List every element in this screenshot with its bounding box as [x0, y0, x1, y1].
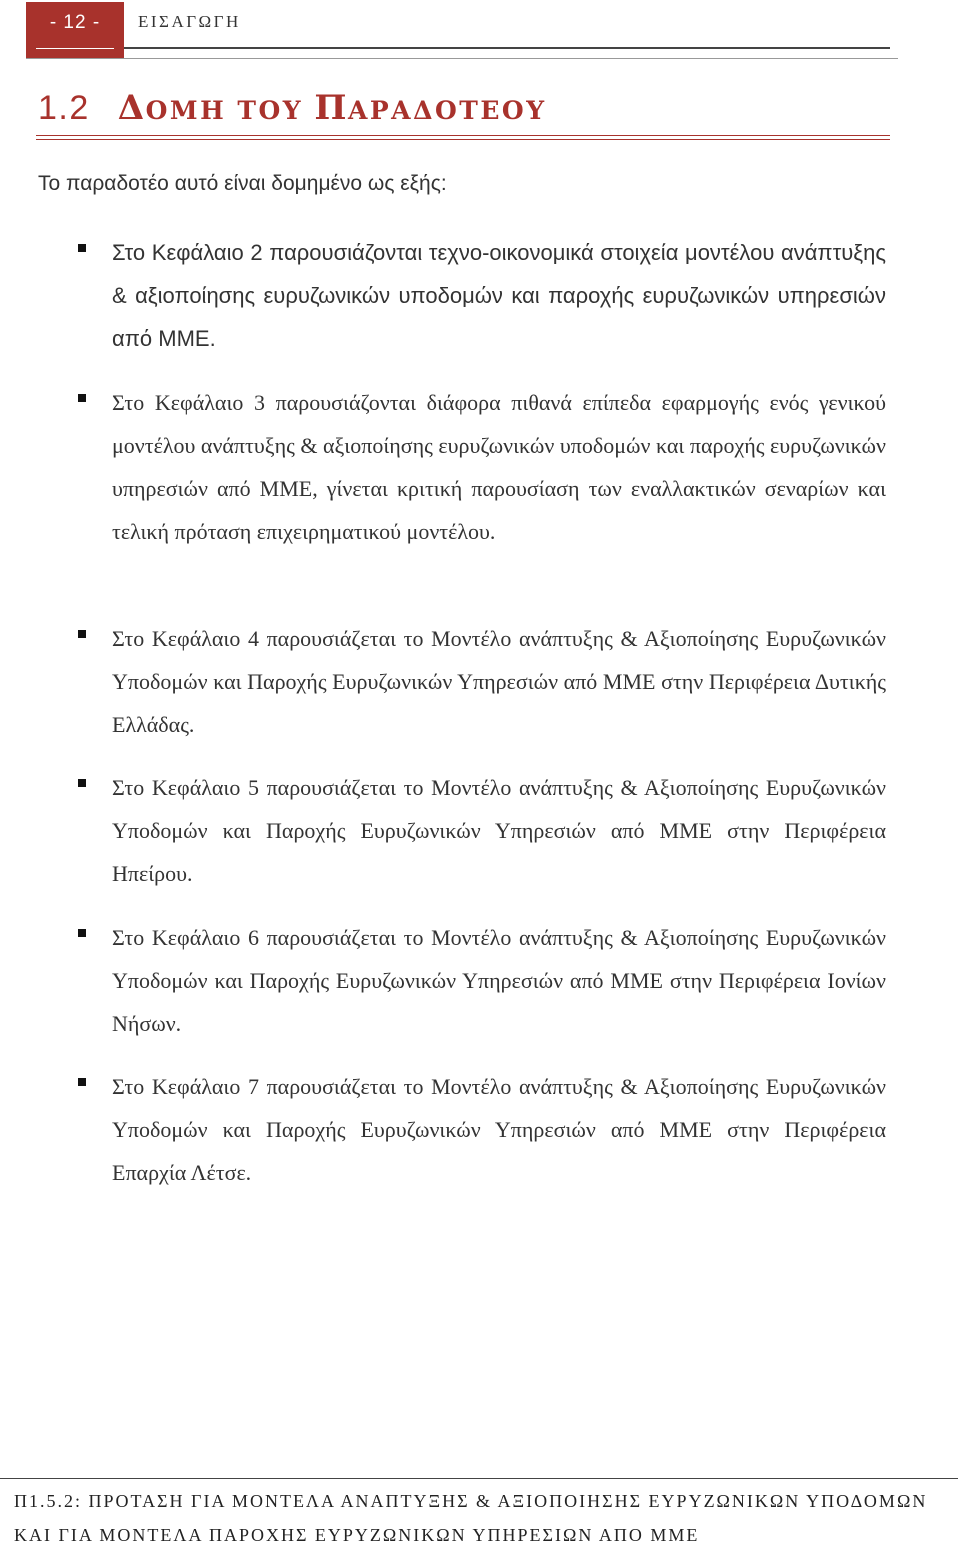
list-item-text: Στο Κεφάλαιο 3 παρουσιάζονται διάφορα πιθανά επίπεδα εφαρμογής ενός γενικού μοντέλου ανάπτυξης & αξιοποίησης ευρυζωνικών υποδομών και παροχής ευρυζωνικών υπηρεσιών από ΜΜΕ, γίνεται κριτική παρουσίαση των εναλλακτικών σεναρίων και τελική πρόταση επιχειρηματικού μοντέλου. [112, 390, 886, 544]
list-item [112, 231, 886, 360]
section-number: 1.2 [38, 89, 90, 127]
chapter-label: ΕΙΣΑΓΩΓΗ [138, 12, 241, 31]
section-title-cap-2: Π [314, 88, 348, 128]
list-item [112, 766, 886, 895]
list-item [112, 916, 886, 1045]
list-item [112, 1065, 886, 1194]
header-rule-thin [26, 58, 898, 59]
intro-paragraph: Το παραδοτέο αυτό είναι δομημένο ως εξής: [38, 172, 447, 195]
list-item [112, 381, 886, 553]
page-number-box [26, 2, 124, 58]
square-bullet-icon [78, 1078, 86, 1086]
section-heading [38, 88, 547, 128]
header-rule [124, 47, 890, 49]
page-number: - 12 - [49, 12, 101, 33]
square-bullet-icon [78, 394, 86, 402]
square-bullet-icon [78, 244, 86, 252]
section-title-rest-1: ΟΜΗ ΤΟΥ [145, 96, 315, 125]
footer-rule [0, 1478, 958, 1479]
list-item-text: Στο Κεφάλαιο 2 παρουσιάζονται τεχνο-οικονομικά στοιχεία μοντέλου ανάπτυξης & αξιοποίησης ευρυζωνικών υποδομών και παροχής ευρυζωνικών υπηρεσιών από ΜΜΕ. [112, 240, 886, 351]
square-bullet-icon [78, 779, 86, 787]
square-bullet-icon [78, 929, 86, 937]
square-bullet-icon [78, 630, 86, 638]
list-item [112, 617, 886, 746]
section-title-rest-2: ΑΡΑΔΟΤΕΟΥ [347, 96, 547, 125]
page-number-underline [36, 48, 114, 49]
page-footer: Π1.5.2: ΠΡΟΤΑΣΗ ΓΙΑ ΜΟΝΤΕΛΑ ΑΝΑΠΤΥΞΗΣ & ΑΞΙΟΠΟΙΗΣΗΣ ΕΥΡΥΖΩΝΙΚΩΝ ΥΠΟΔΟΜΩΝ ΚΑΙ ΓΙΑ ΜΟΝΤΕΛΑ ΠΑΡΟΧΗΣ ΕΥΡΥΖΩΝΙΚΩΝ ΥΠΗΡΕΣΙΩΝ ΑΠΟ ΜΜΕ [14, 1491, 928, 1545]
list-item-text: Στο Κεφάλαιο 5 παρουσιάζεται το Μοντέλο ανάπτυξης & Αξιοποίησης Ευρυζωνικών Υποδομών και Παροχής Ευρυζωνικών Υπηρεσιών από ΜΜΕ στην Περιφέρεια Ηπείρου. [112, 775, 886, 886]
section-heading-rule [36, 135, 890, 140]
section-title-cap-1: Δ [117, 88, 146, 128]
list-item-text: Στο Κεφάλαιο 6 παρουσιάζεται το Μοντέλο ανάπτυξης & Αξιοποίησης Ευρυζωνικών Υποδομών και Παροχής Ευρυζωνικών Υπηρεσιών από ΜΜΕ στην Περιφέρεια Ιονίων Νήσων. [112, 925, 886, 1036]
list-item-text: Στο Κεφάλαιο 4 παρουσιάζεται το Μοντέλο ανάπτυξης & Αξιοποίησης Ευρυζωνικών Υποδομών και Παροχής Ευρυζωνικών Υπηρεσιών από ΜΜΕ στην Περιφέρεια Δυτικής Ελλάδας. [112, 626, 886, 737]
list-item-text: Στο Κεφάλαιο 7 παρουσιάζεται το Μοντέλο ανάπτυξης & Αξιοποίησης Ευρυζωνικών Υποδομών και Παροχής Ευρυζωνικών Υπηρεσιών από ΜΜΕ στην Περιφέρεια Επαρχία Λέτσε. [112, 1074, 886, 1185]
